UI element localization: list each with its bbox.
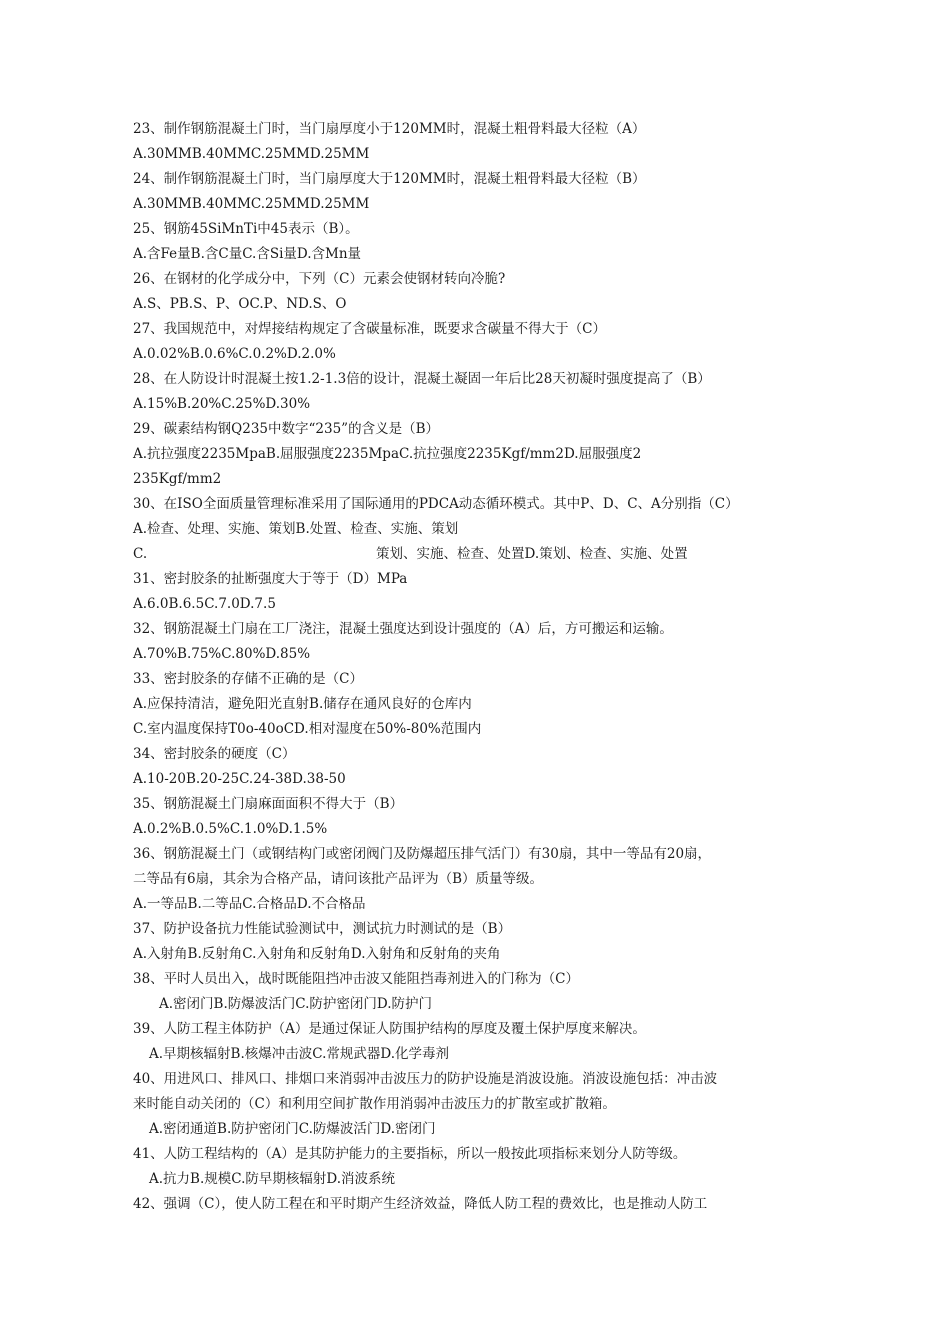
options-38: A.密闭门B.防爆波活门C.防护密闭门D.防护门 [159, 996, 433, 1012]
option-c-d-text: 策划、实施、检查、处置D.策划、检查、实施、处置 [376, 546, 688, 562]
question-36: 36、钢筋混凝土门（或钢结构门或密闭阀门及防爆超压排气活门）有30扇，其中一等品有20扇， [133, 846, 712, 862]
question-40-continued: 来时能自动关闭的（C）和利用空间扩散作用消弱冲击波压力的扩散室或扩散箱。 [133, 1096, 616, 1112]
question-27: 27、我国规范中，对焊接结构规定了含碳量标准，既要求含碳量不得大于（C） [133, 321, 607, 337]
question-33: 33、密封胶条的存储不正确的是（C） [133, 671, 364, 687]
options-26: A.S、PB.S、P、OC.P、ND.S、O [133, 296, 347, 312]
question-39: 39、人防工程主体防护（A）是通过保证人防围护结构的厚度及覆土保护厚度来解决。 [133, 1021, 646, 1037]
options-33: A.应保持清洁，避免阳光直射B.储存在通风良好的仓库内 [133, 696, 472, 712]
question-35: 35、钢筋混凝土门扇麻面面积不得大于（B） [133, 796, 404, 812]
question-32: 32、钢筋混凝土门扇在工厂浇注，混凝土强度达到设计强度的（A）后，方可搬运和运输。 [133, 621, 673, 637]
question-23: 23、制作钢筋混凝土门时，当门扇厚度小于120MM时，混凝土粗骨料最大径粒（A） [133, 121, 646, 137]
options-36: A.一等品B.二等品C.合格品D.不合格品 [133, 896, 366, 912]
options-30-continued [133, 542, 833, 567]
options-41: A.抗力B.规模C.防早期核辐射D.消波系统 [149, 1171, 396, 1187]
option-c-label: C. [133, 546, 148, 562]
options-40: A.密闭通道B.防护密闭门C.防爆波活门D.密闭门 [149, 1121, 436, 1137]
options-32: A.70%B.75%C.80%D.85% [133, 646, 311, 662]
question-list [133, 117, 833, 1217]
options-33-continued: C.室内温度保持T0o-40oCD.相对湿度在50%-80%范围内 [133, 721, 482, 737]
options-25: A.含Fe量B.含C量C.含Si量D.含Mn量 [133, 246, 362, 262]
options-37: A.入射角B.反射角C.入射角和反射角D.入射角和反射角的夹角 [133, 946, 501, 962]
question-30: 30、在ISO全面质量管理标准采用了国际通用的PDCA动态循环模式。其中P、D、C、A分别指（C） [133, 496, 739, 512]
options-23: A.30MMB.40MMC.25MMD.25MM [133, 146, 370, 162]
question-37: 37、防护设备抗力性能试验测试中，测试抗力时测试的是（B） [133, 921, 512, 937]
question-31: 31、密封胶条的扯断强度大于等于（D）MPa [133, 571, 408, 587]
options-30: A.检查、处理、实施、策划B.处置、检查、实施、策划 [133, 521, 459, 537]
question-26: 26、在钢材的化学成分中，下列（C）元素会使钢材转向冷脆? [133, 271, 506, 287]
options-24: A.30MMB.40MMC.25MMD.25MM [133, 196, 370, 212]
options-29: A.抗拉强度2235MpaB.屈服强度2235MpaC.抗拉强度2235Kgf/mm2D.屈服强度2 [133, 446, 642, 462]
question-34: 34、密封胶条的硬度（C） [133, 746, 296, 762]
question-36-continued: 二等品有6扇，其余为合格产品，请问该批产品评为（B）质量等级。 [133, 871, 544, 887]
question-29: 29、碳素结构钢Q235中数字“235”的含义是（B） [133, 421, 440, 437]
options-31: A.6.0B.6.5C.7.0D.7.5 [133, 596, 276, 612]
options-29-continued: 235Kgf/mm2 [133, 471, 222, 487]
question-28: 28、在人防设计时混凝土按1.2-1.3倍的设计，混凝土凝固一年后比28天初凝时强度提高了（B） [133, 371, 711, 387]
question-25: 25、钢筋45SiMnTi中45表示（B）。 [133, 221, 359, 237]
question-24: 24、制作钢筋混凝土门时，当门扇厚度大于120MM时，混凝土粗骨料最大径粒（B） [133, 171, 646, 187]
options-34: A.10-20B.20-25C.24-38D.38-50 [133, 771, 346, 787]
options-28: A.15%B.20%C.25%D.30% [133, 396, 311, 412]
question-42: 42、强调（C），使人防工程在和平时期产生经济效益，降低人防工程的费效比，也是推动人防工 [133, 1196, 708, 1212]
question-41: 41、人防工程结构的（A）是其防护能力的主要指标，所以一般按此项指标来划分人防等级。 [133, 1146, 687, 1162]
options-39: A.早期核辐射B.核爆冲击波C.常规武器D.化学毒剂 [149, 1046, 450, 1062]
question-40: 40、用进风口、排风口、排烟口来消弱冲击波压力的防护设施是消波设施。消波设施包括：冲击波 [133, 1071, 718, 1087]
options-35: A.0.2%B.0.5%C.1.0%D.1.5% [133, 821, 328, 837]
options-27: A.0.02%B.0.6%C.0.2%D.2.0% [133, 346, 336, 362]
question-38: 38、平时人员出入，战时既能阻挡冲击波又能阻挡毒剂进入的门称为（C） [133, 971, 580, 987]
